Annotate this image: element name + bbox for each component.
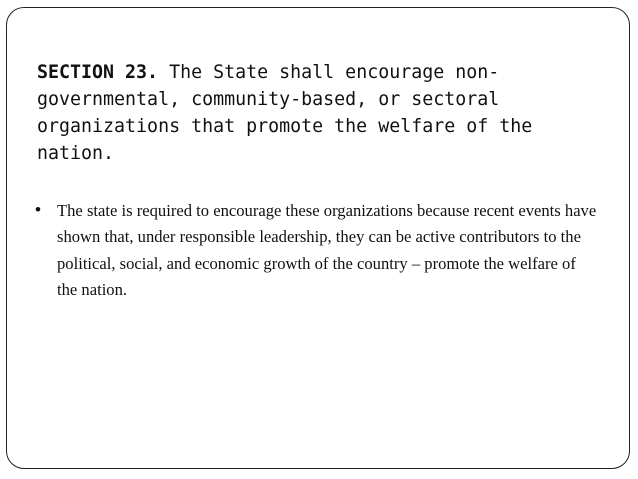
section-heading <box>37 59 597 167</box>
bullet-text: The state is required to encourage these organizations because recent events have shown that, under responsible leadership, they can be active contributors to the political, social, and economic growth of the country – promote the welfare of the nation. <box>57 201 597 299</box>
section-label: SECTION 23. <box>37 62 159 83</box>
bullet-marker: • <box>35 200 41 219</box>
section-heading-text: The State shall encourage non-governmental, community-based, or sectoral organizations that promote the welfare of the nation. <box>37 62 533 164</box>
